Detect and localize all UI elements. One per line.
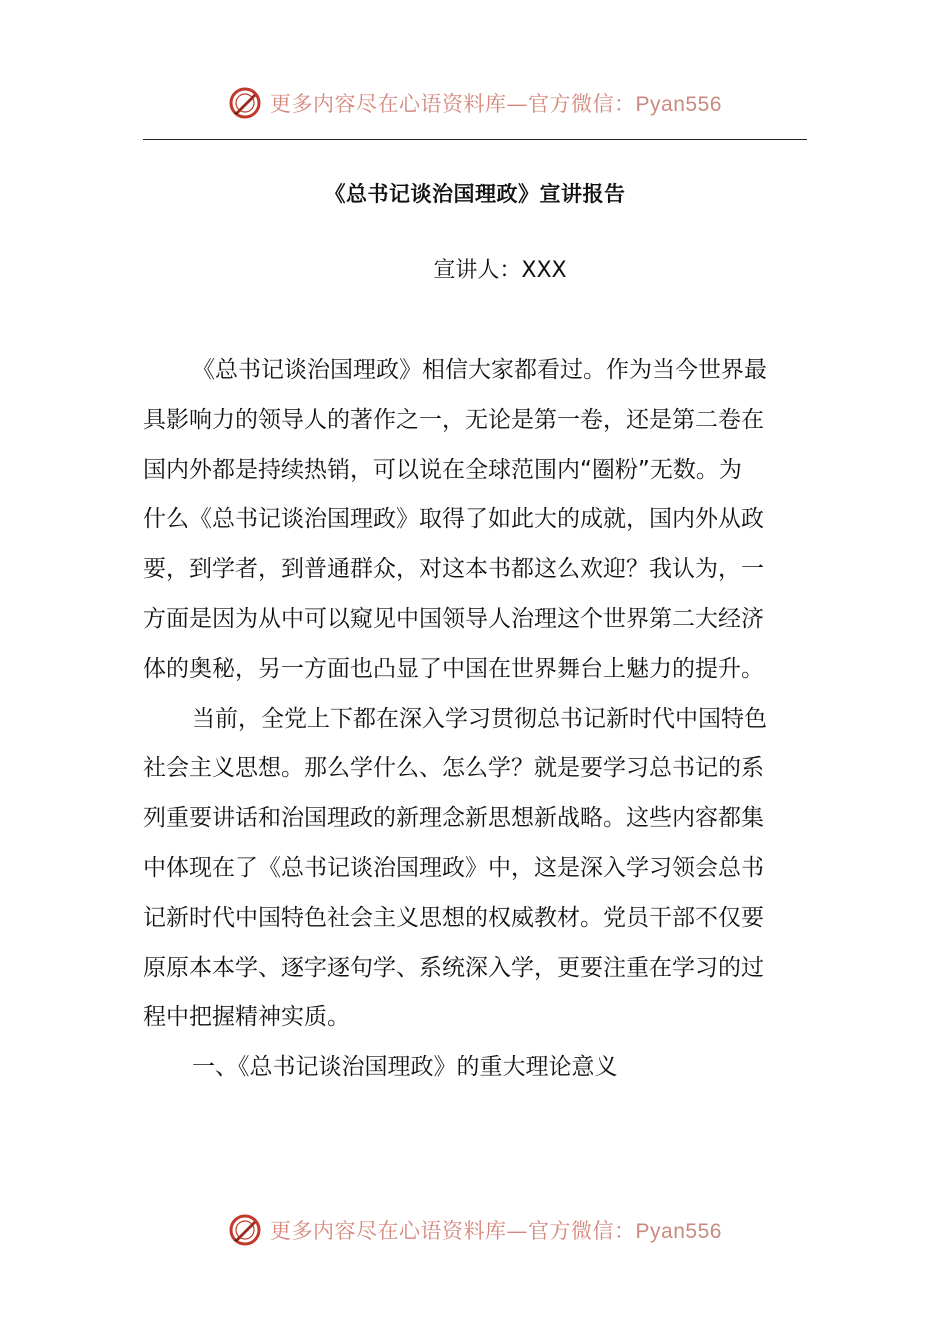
- header-banner: [0, 83, 950, 123]
- paragraph-1-line: 国内外都是持续热销，可以说在全球范围内“圈粉”无数。为: [143, 456, 742, 483]
- paragraph-1-line: 具影响力的领导人的著作之一，无论是第一卷，还是第二卷在: [143, 406, 764, 433]
- pen-logo-icon: [228, 86, 262, 120]
- paragraph-2-line: 中体现在了《总书记谈治国理政》中，这是深入学习领会总书: [143, 854, 764, 881]
- paragraph-1-line: 什么《总书记谈治国理政》取得了如此大的成就，国内外从政: [143, 506, 764, 533]
- paragraph-1-line: 方面是因为从中可以窥见中国领导人治理这个世界第二大经济: [143, 605, 764, 632]
- paragraph-2-line: 当前，全党上下都在深入学习贯彻总书记新时代中国特色: [192, 705, 767, 732]
- document-title: 《总书记谈治国理政》宣讲报告: [324, 182, 626, 206]
- paragraph-2-line: 程中把握精神实质。: [143, 1004, 350, 1031]
- header-wechat-id: Pyan556: [635, 93, 722, 116]
- paragraph-1-line: 体的奥秘，另一方面也凸显了中国在世界舞台上魅力的提升。: [143, 655, 764, 682]
- footer-banner-text: 更多内容尽在心语资料库—官方微信：Pyan556: [270, 1219, 722, 1243]
- paragraph-1-line: 要，到学者，到普通群众，对这本书都这么欢迎？我认为，一: [143, 556, 764, 583]
- paragraph-2-line: 社会主义思想。那么学什么、怎么学？就是要学习总书记的系: [143, 755, 764, 782]
- pen-logo-icon: [228, 1213, 262, 1247]
- header-banner-text: 更多内容尽在心语资料库—官方微信：Pyan556: [270, 92, 722, 116]
- paragraph-1-line: 《总书记谈治国理政》相信大家都看过。作为当今世界最: [192, 357, 767, 383]
- paragraph-2-line: 列重要讲话和治国理政的新理念新思想新战略。这些内容都集: [143, 805, 764, 832]
- footer-wechat-id: Pyan556: [635, 1220, 722, 1243]
- speaker-line: 宣讲人：XXX: [433, 258, 567, 283]
- paragraph-2-line: 记新时代中国特色社会主义思想的权威教材。党员干部不仅要: [143, 904, 764, 931]
- footer-banner: [0, 1210, 950, 1250]
- section-heading: 一、《总书记谈治国理政》的重大理论意义: [192, 1054, 618, 1081]
- paragraph-2-line: 原原本本学、逐字逐句学、系统深入学，更要注重在学习的过: [143, 954, 764, 981]
- document-body: [143, 346, 807, 1093]
- header-divider: [143, 139, 807, 140]
